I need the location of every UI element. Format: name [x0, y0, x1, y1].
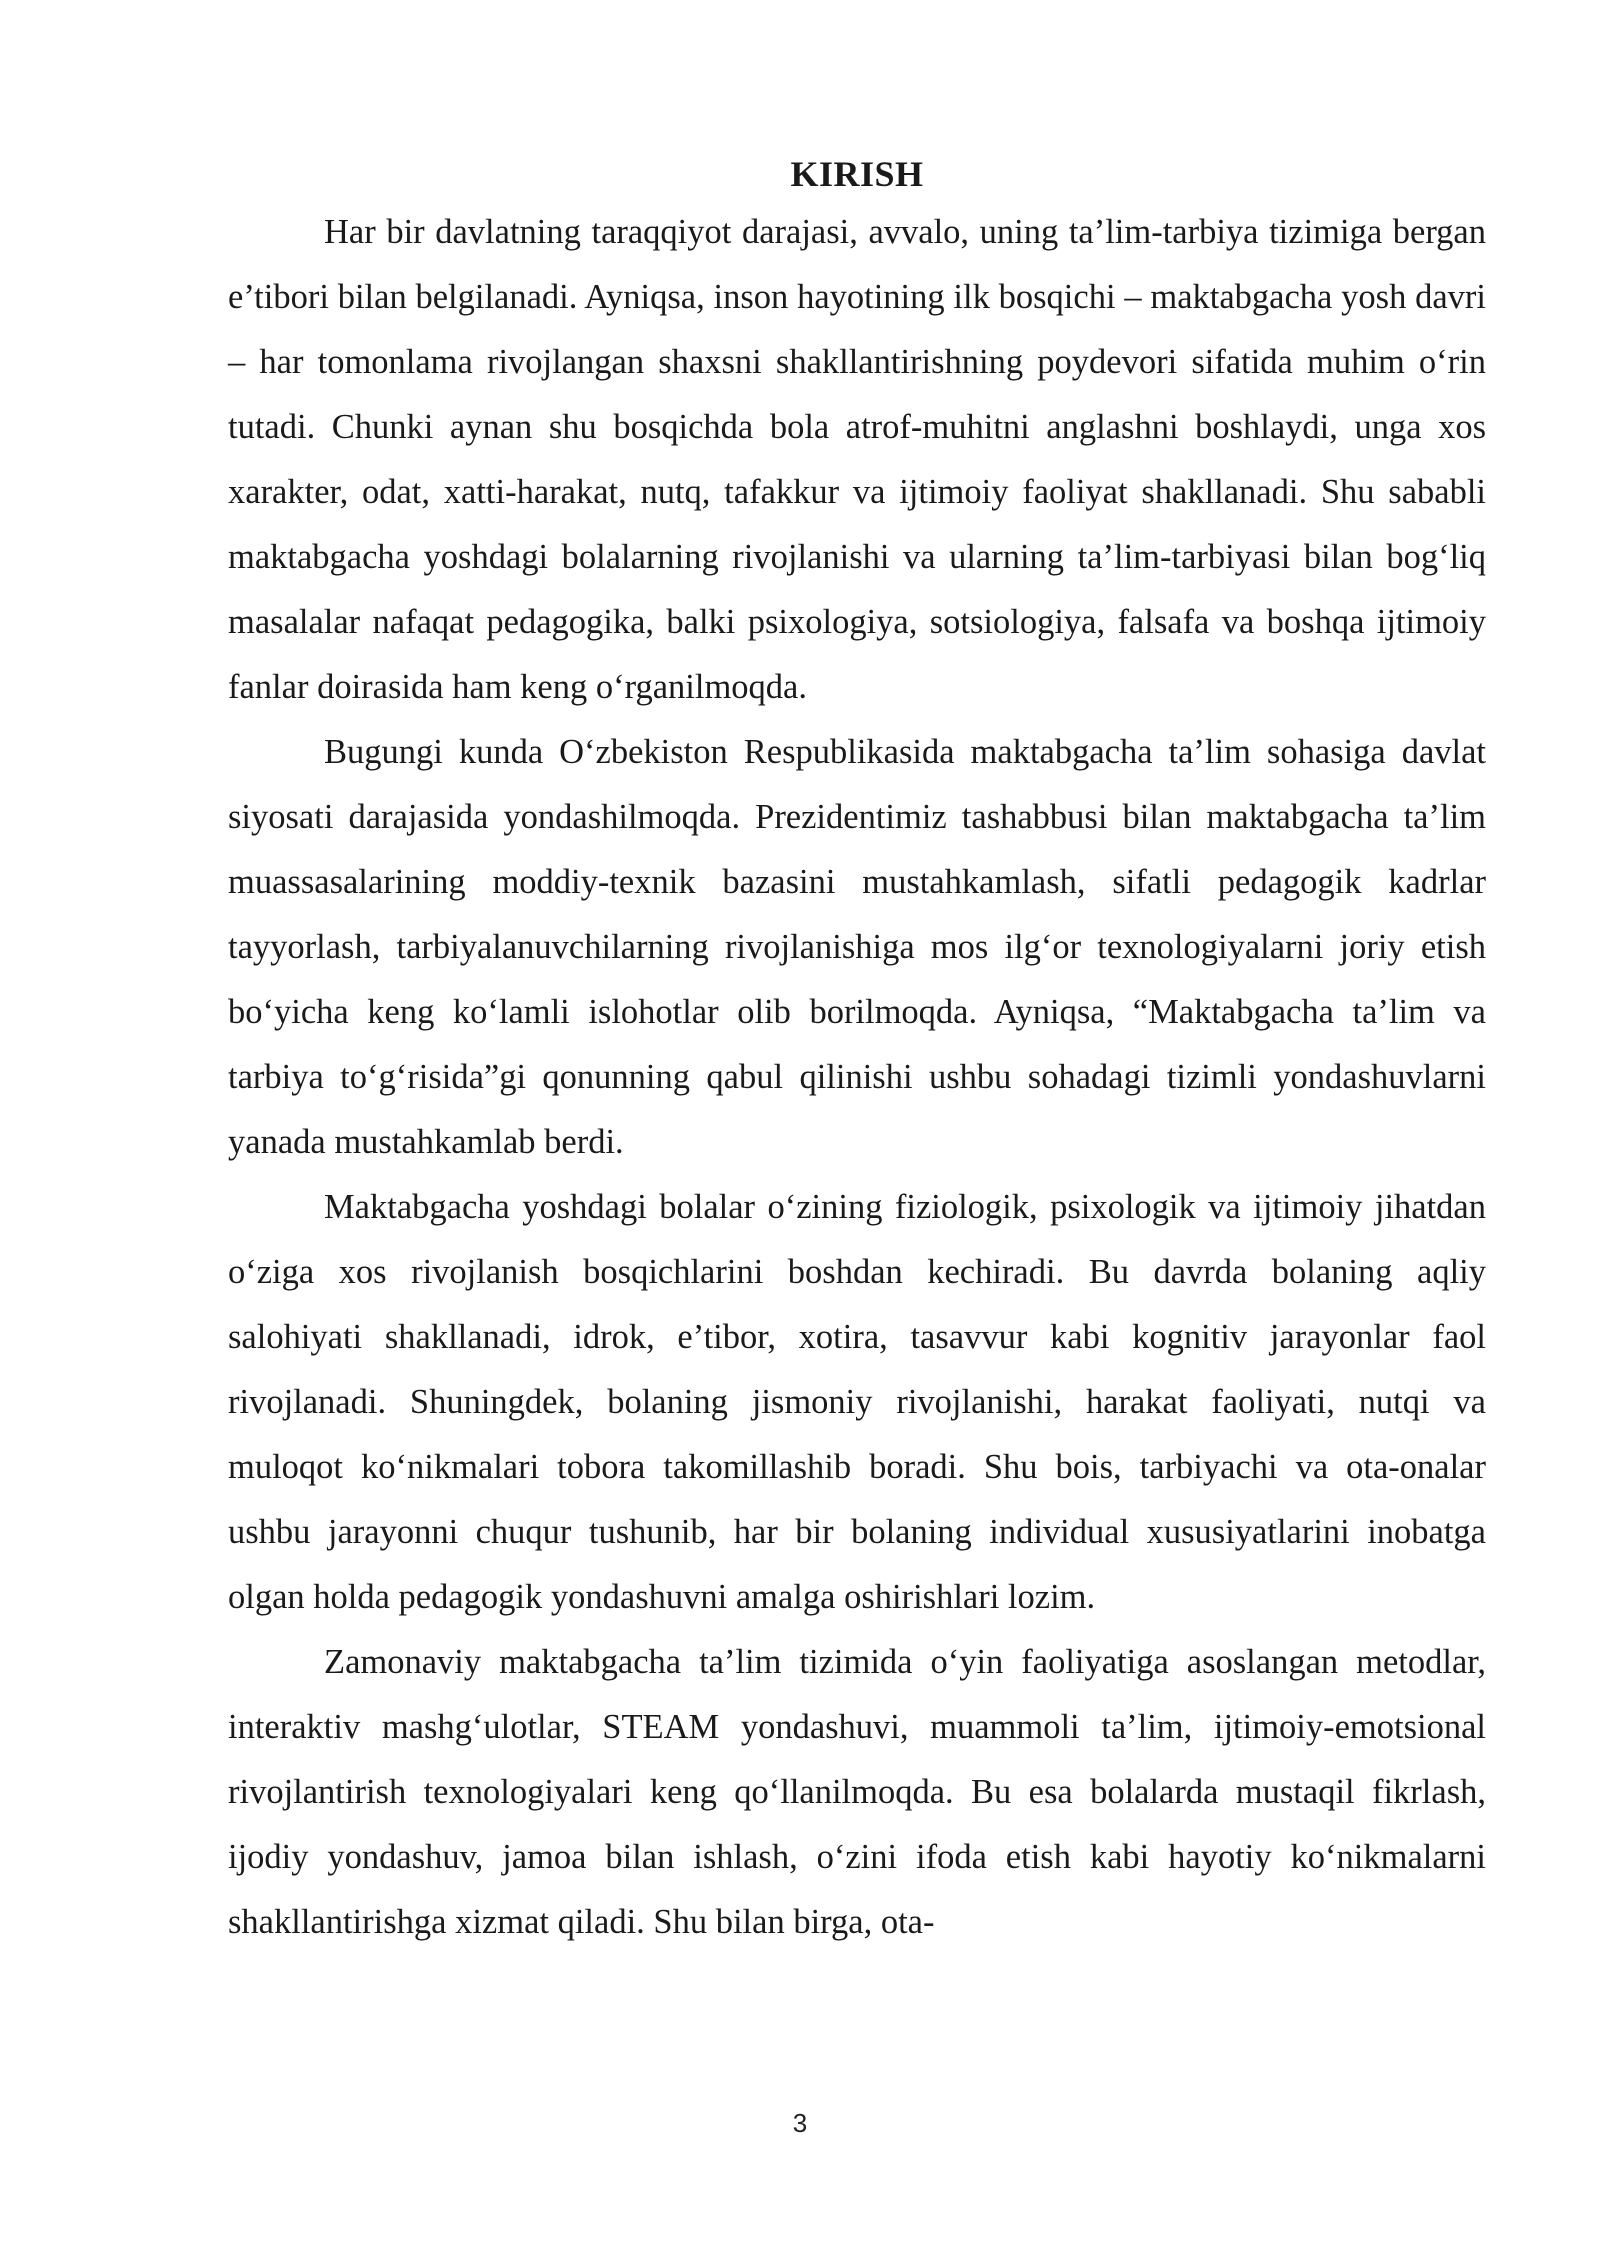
paragraph-1: Har bir davlatning taraqqiyot darajasi, avvalo, uning ta’lim-tarbiya tizimiga bergan e’tibori bilan belgilanadi. Ayniqsa, inson hayotining ilk bosqichi – maktabgacha yosh davri – har tomonlama rivojlangan shaxsni shakllantirishning poydevori sifatida muhim o‘rin tutadi. Chunki aynan shu bosqichda bola atrof-muhitni anglashni boshlaydi, unga xos xarakter, odat, xatti-harakat, nutq, tafakkur va ijtimoiy faoliyat shakllanadi. Shu sababli maktabgacha yoshdagi bolalarning rivojlanishi va ularning ta’lim-tarbiyasi bilan bog‘liq masalalar nafaqat pedagogika, balki psixologiya, sotsiologiya, falsafa va boshqa ijtimoiy fanlar doirasida ham keng o‘rganilmoqda. [228, 213, 1486, 706]
section-heading: KIRISH [790, 154, 924, 194]
page-content [228, 148, 1486, 1955]
paragraph-3: Maktabgacha yoshdagi bolalar o‘zining fiziologik, psixologik va ijtimoiy jihatdan o‘ziga xos rivojlanish bosqichlarini boshdan kechiradi. Bu davrda bolaning aqliy salohiyati shakllanadi, idrok, e’tibor, xotira, tasavvur kabi kognitiv jarayonlar faol rivojlanadi. Shuningdek, bolaning jismoniy rivojlanishi, harakat faoliyati, nutqi va muloqot ko‘nikmalari tobora takomillashib boradi. Shu bois, tarbiyachi va ota-onalar ushbu jarayonni chuqur tushunib, har bir bolaning individual xususiyatlarini inobatga olgan holda pedagogik yondashuvni amalga oshirishlari lozim. [228, 1188, 1486, 1616]
paragraph-2: Bugungi kunda O‘zbekiston Respublikasida maktabgacha ta’lim sohasiga davlat siyosati darajasida yondashilmoqda. Prezidentimiz tashabbusi bilan maktabgacha ta’lim muassasalarining moddiy-texnik bazasini mustahkamlash, sifatli pedagogik kadrlar tayyorlash, tarbiyalanuvchilarning rivojlanishiga mos ilg‘or texnologiyalarni joriy etish bo‘yicha keng ko‘lamli islohotlar olib borilmoqda. Ayniqsa, “Maktabgacha ta’lim va tarbiya to‘g‘risida”gi qonunning qabul qilinishi ushbu sohadagi tizimli yondashuvlarni yanada mustahkamlab berdi. [228, 733, 1486, 1161]
page-number: 3 [792, 2108, 808, 2138]
paragraph-4: Zamonaviy maktabgacha ta’lim tizimida o‘yin faoliyatiga asoslangan metodlar, interaktiv mashg‘ulotlar, STEAM yondashuvi, muammoli ta’lim, ijtimoiy-emotsional rivojlantirish texnologiyalari keng qo‘llanilmoqda. Bu esa bolalarda mustaqil fikrlash, ijodiy yondashuv, jamoa bilan ishlash, o‘zini ifoda etish kabi hayotiy ko‘nikmalarni shakllantirishga xizmat qiladi. Shu bilan birga, ota- [228, 1643, 1486, 1941]
